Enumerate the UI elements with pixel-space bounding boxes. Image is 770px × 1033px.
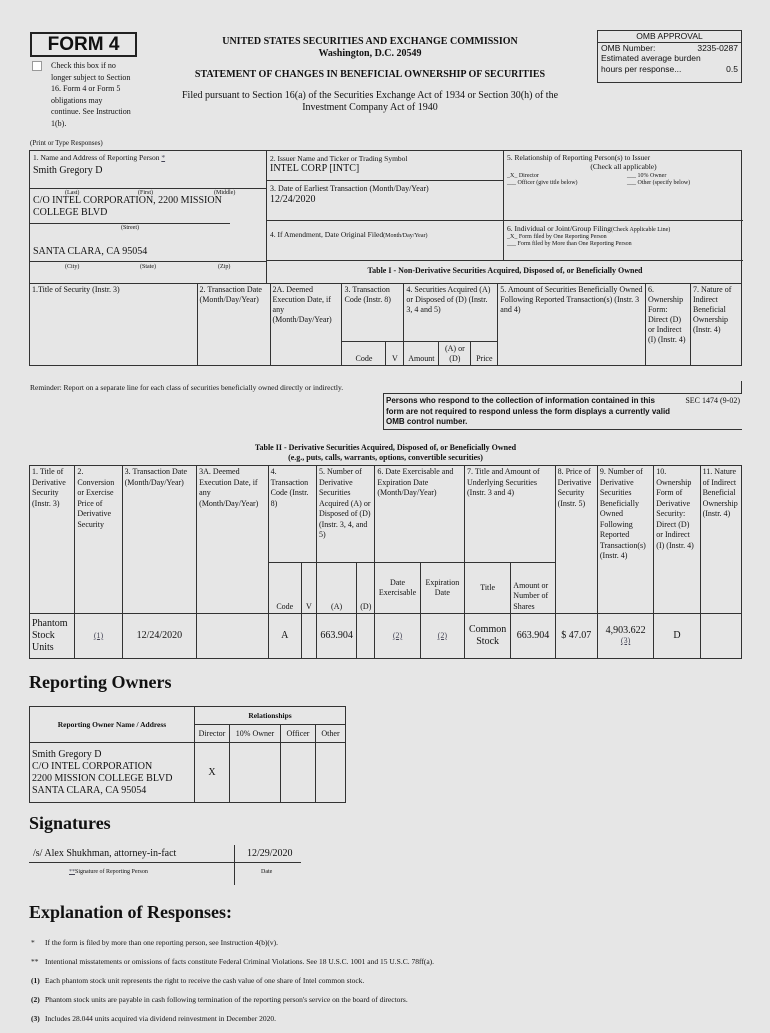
t2-col-number: 5. Number of Derivative Securities Acquired (A) or Disposed of (D) (Instr. 3, 4, and 5) [316,466,374,563]
ro-col-officer: Officer [281,725,316,743]
t1-col-title: 1.Title of Security (Instr. 3) [30,284,198,366]
one-person-option[interactable]: _X_ Form filed by One Reporting Person [507,234,607,240]
box4-amendment [267,221,504,261]
form-title: FORM 4 [47,34,120,55]
sig-label-mark[interactable]: ** [69,869,75,875]
signatures-heading: Signatures [29,813,111,833]
t2-sub-v: V [301,563,316,614]
explanation-heading: Explanation of Responses: [29,902,233,922]
row-code: A [268,614,301,659]
other-option[interactable]: ___ Other (specify below) [627,180,691,186]
box6-label-row [507,224,740,234]
ro-col-other: Other [316,725,346,743]
omb-approval-box [597,30,742,83]
box5-label: 5. Relationship of Reporting Person(s) to Issuer [507,153,651,162]
multiple-persons-option[interactable]: ___ Form filed by More than One Reporting Person [507,241,632,247]
t2-sub-a: (A) [316,563,356,614]
explanation-text: Includes 28.044 units acquired via dividend reinvestment in December 2020. [45,1014,276,1023]
box6-sub: (Check Applicable Line) [610,227,671,233]
statement-title: STATEMENT OF CHANGES IN BENEFICIAL OWNERSHIP OF SECURITIES [194,69,546,80]
owner-line: C/O INTEL CORPORATION [32,760,153,772]
top-section [29,150,742,283]
signer-name: /s/ Alex Shukhman, attorney-in-fact [33,848,177,859]
row-amount-a: 663.904 [316,614,356,659]
footnote-3-link[interactable]: (3) [620,636,631,645]
table2-title: Table II - Derivative Securities Acquired, Disposed of, or Beneficially Owned [254,443,517,452]
box4-sub: (Month/Day/Year) [383,233,428,239]
agency-name: UNITED STATES SECURITIES AND EXCHANGE COMMISSION [222,36,518,47]
owner-line: SANTA CLARA, CA 95054 [32,784,147,796]
t1-col-ownership-form: 6. Ownership Form: Direct (D) or Indirect (I) (Instr. 4) [645,284,690,366]
print-note: (Print or Type Responses) [30,139,103,147]
t1-col-code: 3. Transaction Code (Instr. 8) [342,284,404,342]
no-longer-subject [32,60,132,129]
t1-col-deemed: 2A. Deemed Execution Date, if any (Month/Day/Year) [270,284,342,366]
state-label: (State) [140,264,156,270]
row-underlying-title: Common Stock [464,614,510,659]
owner-line: Smith Gregory D [32,748,102,760]
box2-issuer [267,151,504,181]
t2-sub-date-exercisable: Date Exercisable [375,563,420,614]
explanation-item [31,938,743,957]
t2-sub-d: (D) [357,563,375,614]
box5-relationship [504,151,743,221]
middle-label: (Middle) [214,190,236,196]
box1-label: 1. Name and Address of Reporting Person [33,153,160,162]
omb-hours-label: hours per response... [601,63,682,74]
signature-label-row [69,869,148,876]
ro-col-director: Director [195,725,230,743]
footnote-1-link[interactable]: (1) [93,630,104,640]
explanation-mark: (1) [31,976,40,985]
no-longer-subject-text: Check this box if no longer subject to Section 16. Form 4 or Form 5 obligations may continue. See Instruction 1(b). [51,61,131,128]
t1-col-nature: 7. Nature of Indirect Beneficial Ownership (Instr. 4) [690,284,741,366]
reporting-owners-heading: Reporting Owners [29,672,172,692]
omb-number-value: 3235-0287 [697,42,738,53]
reporting-person-name: Smith Gregory D [33,165,103,176]
reporting-owners-table [29,706,346,803]
row-price: $ 47.07 [555,614,597,659]
officer-option[interactable]: ___ Officer (give title below) [507,180,578,186]
table2-derivative [29,465,742,659]
signature-label: Signature of Reporting Person [75,869,148,875]
explanation-item [31,995,743,1014]
t1-col-amount-owned: 5. Amount of Securities Beneficially Owned Following Reported Transaction(s) (Instr. 3 and 4) [498,284,646,366]
omb-hours-value: 0.5 [726,63,738,74]
omb-hours-row [598,64,741,75]
table2-header [29,443,742,463]
t2-col-code: 4. Transaction Code (Instr. 8) [268,466,316,563]
no-longer-subject-checkbox[interactable] [32,61,42,71]
relationship-options [507,173,740,189]
box1-reporting-person [30,151,267,284]
t2-col-date: 3. Transaction Date (Month/Day/Year) [122,466,197,614]
t1-col-date: 2. Transaction Date (Month/Day/Year) [197,284,270,366]
omb-number-row [598,43,741,54]
t2-col-owned: 9. Number of Derivative Securities Beneficially Owned Following Reported Transaction(s) (Instr. 4) [597,466,653,614]
sec-code: SEC 1474 (9-02) [685,396,740,405]
explanation-list [31,938,743,1033]
t1-col-acquired: 4. Securities Acquired (A) or Disposed of (D) (Instr. 3, 4 and 5) [404,284,498,342]
t2-col-price: 8. Price of Derivative Security (Instr. 5) [555,466,597,614]
owner-director-mark: X [195,743,230,803]
box1-label-row [30,151,266,165]
reporting-person-address: C/O INTEL CORPORATION, 2200 MISSION COLLEGE BLVD [33,195,222,218]
t2-col-ownership-form: 10. Ownership Form of Derivative Security: Direct (D) or Indirect (I) (Instr. 4) [654,466,700,614]
city-label: (City) [65,264,80,270]
row-underlying-amount: 663.904 [511,614,555,659]
street-label: (Street) [30,223,230,232]
explanation-text: Phantom stock units are payable in cash following termination of the reporting person's service on the board of directors. [45,995,408,1004]
t1-sub-v: V [386,342,404,366]
t1-sub-price: Price [471,342,498,366]
box6-label: 6. Individual or Joint/Group Filing [507,224,611,233]
explanation-text: Each phantom stock unit represents the right to receive the cash value of one share of Intel common stock. [45,976,365,985]
owner-address-cell [30,743,195,803]
signature-date: 12/29/2020 [247,848,293,859]
ro-col-relationships: Relationships [195,707,346,725]
table2-subtitle: (e.g., puts, calls, warrants, options, convertible securities) [288,453,483,462]
omb-number-label: OMB Number: [601,42,656,53]
t2-col-deemed: 3A. Deemed Execution Date, if any (Month/Day/Year) [197,466,269,614]
omb-notice: Persons who respond to the collection of information contained in this form are not required to respond unless the form displays a currently valid OMB control number. [386,396,671,426]
ten-percent-owner-option[interactable]: ___ 10% Owner [627,173,667,179]
explanation-item [31,957,743,976]
t2-sub-code: Code [268,563,301,614]
zip-label: (Zip) [218,264,231,270]
agency-header [150,36,590,114]
t1-sub-code: Code [342,342,386,366]
t2-sub-expiration: Expiration Date [420,563,464,614]
explanation-item [31,976,743,995]
box6-filing [504,221,743,261]
first-label: (First) [138,190,153,196]
signature-block [29,845,301,885]
filed-pursuant: Filed pursuant to Section 16(a) of the Securities Exchange Act of 1934 or Section 30(h) of the Investment Company Act of 1940 [181,90,559,113]
explanation-text: If the form is filed by more than one reporting person, see Instruction 4(b)(v). [45,938,279,947]
date-label: Date [261,869,273,875]
table-row [30,614,742,659]
box5-sub: (Check all applicable) [590,162,657,171]
t2-col-conversion: 2. Conversion or Exercise Price of Derivative Security [75,466,122,614]
row-ownership-form: D [654,614,700,659]
omb-header: OMB APPROVAL [598,31,741,43]
footnote-2-link-exercisable[interactable]: (2) [392,630,403,640]
explanation-mark: (3) [31,1014,40,1023]
t2-sub-amount: Amount or Number of Shares [511,563,555,614]
table1-title: Table I - Non-Derivative Securities Acquired, Disposed of, or Beneficially Owned [367,266,643,275]
box4-label: 4. If Amendment, Date Original Filed [270,230,384,239]
t2-col-exercisable: 6. Date Exercisable and Expiration Date (Month/Day/Year) [375,466,465,563]
reporting-person-city-state-zip: SANTA CLARA, CA 95054 [33,246,148,257]
explanation-mark: ** [31,957,39,966]
form-title-box [30,32,137,57]
explanation-text: Intentional misstatements or omissions of facts constitute Federal Criminal Violations. See 18 U.S.C. 1001 and 15 U.S.C. 78ff(a). [45,957,435,966]
t2-sub-title: Title [464,563,510,614]
last-label: (Last) [65,190,80,196]
explanation-mark: (2) [31,995,40,1004]
row-title: Phantom Stock Units [30,614,75,659]
footnote-2-link-expiration[interactable]: (2) [437,630,447,640]
box2-label: 2. Issuer Name and Ticker or Trading Symbol [270,154,408,163]
t1-sub-amount: Amount [404,342,439,366]
box1-label-mark[interactable]: * [161,153,166,162]
earliest-transaction-date: 12/24/2020 [270,194,316,205]
t2-col-underlying: 7. Title and Amount of Underlying Securities (Instr. 3 and 4) [464,466,555,563]
t1-sub-aord: (A) or (D) [439,342,471,366]
t2-col-nature: 11. Nature of Indirect Beneficial Ownership (Instr. 4) [700,466,741,614]
box3-earliest-transaction [267,181,504,221]
ro-col-name: Reporting Owner Name / Address [30,707,195,743]
row-date: 12/24/2020 [122,614,197,659]
owner-line: 2200 MISSION COLLEGE BLVD [32,772,173,784]
box3-label: 3. Date of Earliest Transaction (Month/Day/Year) [270,184,429,193]
reminder-text: Reminder: Report on a separate line for each class of securities beneficially owned directly or indirectly. [30,383,344,392]
t2-col-title: 1. Title of Derivative Security (Instr. 3) [30,466,75,614]
table1-non-derivative [29,283,742,366]
issuer-name: INTEL CORP [INTC] [270,163,360,174]
agency-city: Washington, D.C. 20549 [318,48,422,59]
row-owned: 4,903.622 [605,624,646,636]
explanation-mark: * [31,938,35,947]
director-option[interactable]: _X_ Director [507,173,539,179]
city-state-zip-labels [30,261,267,284]
omb-notice-box [383,393,742,430]
ro-col-10-owner: 10% Owner [230,725,281,743]
omb-burden-label: Estimated average burden [601,53,701,63]
